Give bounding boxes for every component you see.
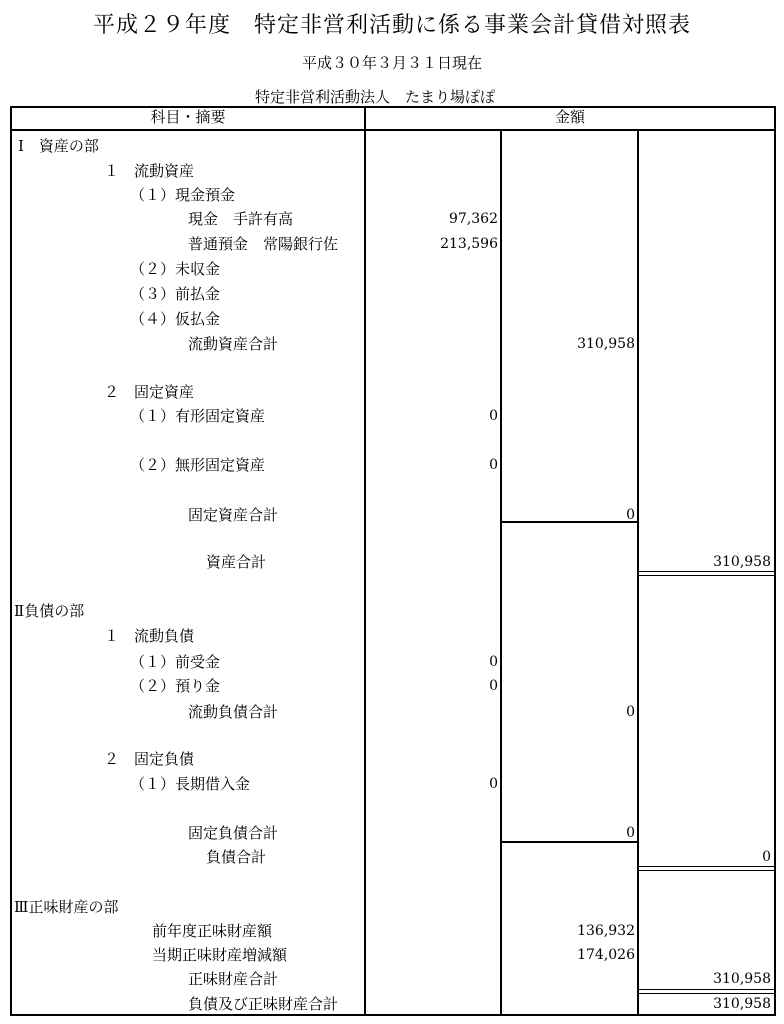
cash-value: 97,362 — [449, 211, 498, 227]
organization-name: 特定非営利活動法人 たまり場ぽぽ — [255, 88, 496, 106]
assets-total-label: 資産合計 — [206, 553, 267, 571]
report-date: 平成３０年３月３１日現在 — [301, 54, 482, 72]
net-assets-change-label: 当期正味財産増減額 — [152, 946, 288, 964]
column-divider-main — [364, 106, 366, 1016]
tangible-assets-label: （１）有形固定資産 — [130, 407, 266, 425]
intangible-assets-value: 0 — [489, 457, 498, 473]
deposits-received-value: 0 — [489, 678, 498, 694]
fixed-liabilities-heading: ２ 固定負債 — [104, 750, 195, 768]
prepaid-label: （３）前払金 — [130, 285, 221, 303]
liability-total-double-line-2 — [637, 870, 776, 871]
ordinary-deposit-value: 213,596 — [440, 236, 498, 252]
liabilities-section-heading: Ⅱ負債の部 — [14, 602, 85, 620]
prior-net-assets-label: 前年度正味財産額 — [152, 922, 273, 940]
fixed-liabilities-total-label: 固定負債合計 — [188, 824, 279, 842]
item-column-header: 科目・摘要 — [150, 108, 226, 126]
net-assets-total-value: 310,958 — [713, 971, 771, 987]
table-border-left — [10, 106, 12, 1016]
advance-received-label: （１）前受金 — [130, 653, 221, 671]
intangible-assets-label: （２）無形固定資産 — [130, 456, 266, 474]
amount-column-header: 金額 — [554, 108, 585, 126]
table-border-right — [774, 106, 776, 1016]
assets-total-value: 310,958 — [713, 554, 771, 570]
deposits-received-label: （２）預り金 — [130, 677, 221, 695]
fixed-assets-heading: ２ 固定資産 — [104, 383, 195, 401]
tangible-assets-value: 0 — [489, 408, 498, 424]
liabilities-total-label: 負債合計 — [206, 848, 267, 866]
current-assets-total-value: 310,958 — [577, 336, 635, 352]
assets-section-heading: Ⅰ 資産の部 — [18, 137, 99, 155]
current-liabilities-total-value: 0 — [626, 704, 635, 720]
header-separator — [10, 129, 776, 131]
suspense-label: （４）仮払金 — [130, 310, 221, 328]
fixed-assets-total-value: 0 — [626, 507, 635, 523]
current-liabilities-total-label: 流動負債合計 — [188, 703, 279, 721]
fixed-assets-total-label: 固定資産合計 — [188, 506, 279, 524]
column-divider-1 — [500, 129, 502, 1016]
current-liabilities-heading: １ 流動負債 — [104, 627, 195, 645]
grand-total-value: 310,958 — [713, 996, 771, 1012]
asset-total-double-line-2 — [637, 575, 776, 576]
fixed-liabilities-total-value: 0 — [626, 825, 635, 841]
net-assets-change-value: 174,026 — [577, 947, 635, 963]
net-assets-section-heading: Ⅲ正味財産の部 — [14, 898, 119, 916]
net-assets-total-label: 正味財産合計 — [188, 970, 279, 988]
cash-deposits-label: （１）現金預金 — [130, 186, 236, 204]
grand-total-label: 負債及び正味財産合計 — [188, 995, 339, 1013]
long-term-loan-label: （１）長期借入金 — [130, 775, 251, 793]
current-assets-total-label: 流動資産合計 — [188, 335, 279, 353]
column-divider-2 — [637, 129, 639, 1016]
receivable-label: （２）未収金 — [130, 260, 221, 278]
long-term-loan-value: 0 — [489, 776, 498, 792]
liabilities-total-value: 0 — [762, 849, 771, 865]
advance-received-value: 0 — [489, 654, 498, 670]
document-title: 平成２９年度 特定非営利活動に係る事業会計貸借対照表 — [92, 13, 691, 38]
current-assets-heading: １ 流動資産 — [104, 162, 195, 180]
cash-label: 現金 手許有高 — [188, 210, 294, 228]
prior-net-assets-value: 136,932 — [577, 923, 635, 939]
ordinary-deposit-label: 普通預金 常陽銀行佐 — [188, 235, 339, 253]
